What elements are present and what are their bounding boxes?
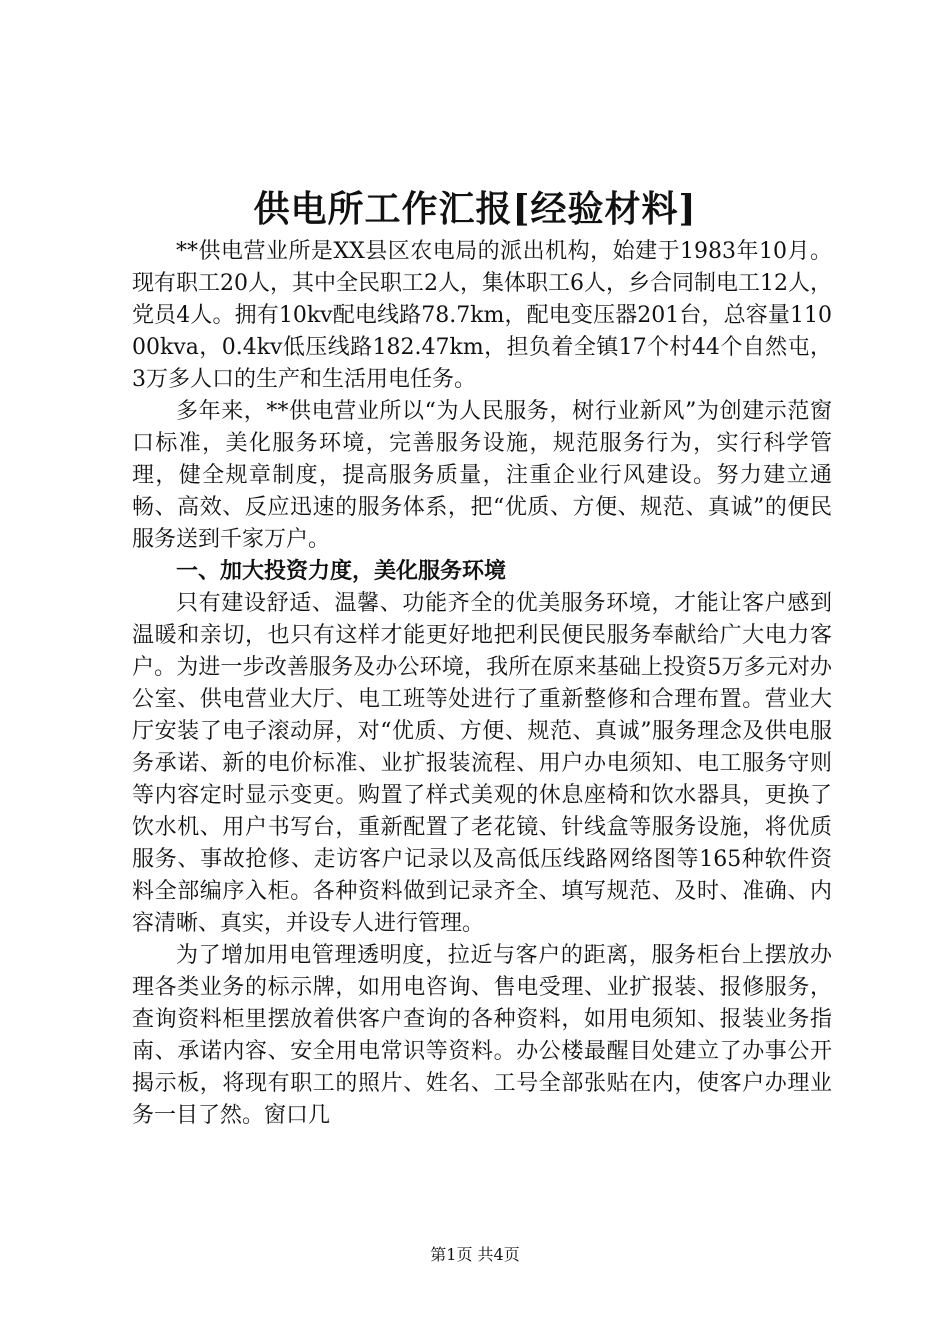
paragraph-service-goal: 多年来，**供电营业所以“为人民服务，树行业新风”为创建示范窗口标准，美化服务环境，完善服务设施，规范服务行为，实行科学管理，健全规章制度，提高服务质量，注重企业行风建设。努力建立通畅、高效、反应迅速的服务体系，把“优质、方便、规范、真诚”的便民服务送到千家万户。 [132,399,832,552]
paragraph-intro: **供电营业所是XX县区农电局的派出机构，始建于1983年10月。现有职工20人，其中全民职工2人，集体职工6人，乡合同制电工12人，党员4人。拥有10kv配电线路78.7km，配电变压器201台，总容量11000kva，0.4kv低压线路182.47km，担负着全镇17个村44个自然屯，3万多人口的生产和生活用电任务。 [132,239,832,392]
document-title: 供电所工作汇报[经验材料] [253,188,697,230]
paragraph-environment: 只有建设舒适、温馨、功能齐全的优美服务环境，才能让客户感到温暖和亲切，也只有这样才能更好地把利民便民服务奉献给广大电力客户。为进一步改善服务及办公环境，我所在原来基础上投资5万多元对办公室、供电营业大厅、电工班等处进行了重新整修和合理布置。营业大厅安装了电子滚动屏，对“优质、方便、规范、真诚”服务理念及供电服务承诺、新的电价标准、业扩报装流程、用户办电须知、电工服务守则等内容定时显示变更。购置了样式美观的休息座椅和饮水器具，更换了饮水机、用户书写台，重新配置了老花镜、针线盒等服务设施，将优质服务、事故抢修、走访客户记录以及高低压线路网络图等165种软件资料全部编序入柜。各种资料做到记录齐全、填写规范、及时、准确、内容清晰、真实，并设专人进行管理。 [132,591,832,936]
paragraph-transparency: 为了增加用电管理透明度，拉近与客户的距离，服务柜台上摆放办理各类业务的标示牌，如用电咨询、售电受理、业扩报装、报修服务，查询资料柜里摆放着供客户查询的各种资料，如用电须知、报装业务指南、承诺内容、安全用电常识等资料。办公楼最醒目处建立了办事公开揭示板，将现有职工的照片、姓名、工号全部张贴在内，使客户办理业务一目了然。窗口几 [132,943,832,1128]
page-number-footer: 第1页 共4页 [430,1245,520,1264]
section-heading-1: 一、加大投资力度，美化服务环境 [176,559,507,584]
document-body [132,236,832,1132]
